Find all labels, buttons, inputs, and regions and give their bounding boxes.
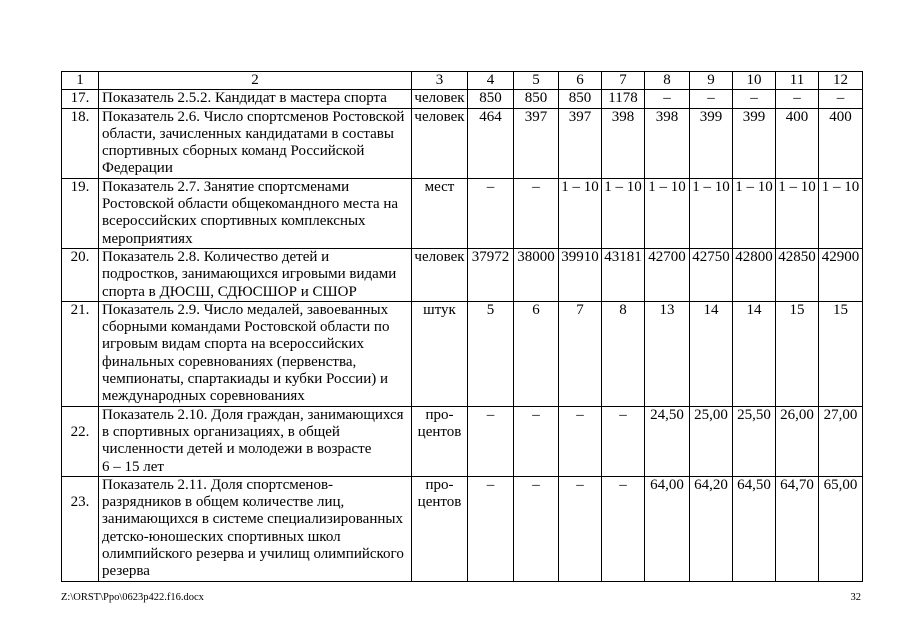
indicator-name: Показатель 2.10. Доля граждан, занимающихся в спортивных организациях, в общей численности детей и молодежи в возрасте 6 – 15 лет [99,406,412,476]
value-cell: – [776,90,819,108]
header-col-4: 4 [468,72,514,90]
unit-of-measure: человек [412,90,468,108]
value-cell: – [819,90,863,108]
header-col-8: 8 [645,72,690,90]
header-col-12: 12 [819,72,863,90]
value-cell: 14 [690,301,733,406]
header-col-10: 10 [733,72,776,90]
value-cell: – [602,476,645,581]
table-row [62,248,863,301]
header-col-6: 6 [559,72,602,90]
value-cell: 26,00 [776,406,819,476]
row-number: 19. [62,178,99,248]
table-row [62,90,863,108]
header-col-3: 3 [412,72,468,90]
value-cell: 8 [602,301,645,406]
value-cell: 42800 [733,248,776,301]
table-row [62,406,863,476]
value-cell: 850 [559,90,602,108]
indicators-table [61,71,863,582]
value-cell: 1 – 10 [776,178,819,248]
value-cell: 64,00 [645,476,690,581]
value-cell: – [645,90,690,108]
value-cell: 398 [602,108,645,178]
unit-of-measure: про- центов [412,476,468,581]
value-cell: 397 [559,108,602,178]
value-cell: 64,50 [733,476,776,581]
value-cell: 39910 [559,248,602,301]
row-number: 21. [62,301,99,406]
indicator-name: Показатель 2.9. Число медалей, завоеванных сборными командами Ростовской области по игровым видам спорта на всероссийских финальных соревнованиях (первенства, чемпионаты, спартакиады и кубки России) и международных соревнованиях [99,301,412,406]
indicator-name: Показатель 2.6. Число спортсменов Ростовской области, зачисленных кандидатами в составы спортивных сборных команд Российской Федерации [99,108,412,178]
value-cell: 7 [559,301,602,406]
value-cell: – [690,90,733,108]
value-cell: – [514,406,559,476]
indicator-name: Показатель 2.8. Количество детей и подростков, занимающихся игровыми видами спорта в ДЮСШ, СДЮСШОР и СШОР [99,248,412,301]
row-number: 23. [62,476,99,581]
unit-of-measure: человек [412,248,468,301]
value-cell: 5 [468,301,514,406]
header-col-5: 5 [514,72,559,90]
value-cell: – [733,90,776,108]
table-row [62,108,863,178]
row-number: 18. [62,108,99,178]
value-cell: – [514,178,559,248]
value-cell: – [468,178,514,248]
value-cell: 400 [819,108,863,178]
table-row [62,476,863,581]
indicator-name: Показатель 2.7. Занятие спортсменами Ростовской области общекомандного места на всероссийских спортивных комплексных мероприятиях [99,178,412,248]
value-cell: 24,50 [645,406,690,476]
value-cell: 42750 [690,248,733,301]
value-cell: – [514,476,559,581]
table-row [62,301,863,406]
value-cell: 42850 [776,248,819,301]
unit-of-measure: штук [412,301,468,406]
value-cell: – [468,476,514,581]
indicator-name: Показатель 2.11. Доля спортсменов- разрядников в общем количестве лиц, занимающихся в системе специализированных детско-юношеских спортивных школ олимпийского резерва и училищ олимпийского резерва [99,476,412,581]
value-cell: 398 [645,108,690,178]
value-cell: 42700 [645,248,690,301]
value-cell: 42900 [819,248,863,301]
footer-file-path: Z:\ORST\Ppo\0623p422.f16.docx [61,592,204,603]
value-cell: 1 – 10 [819,178,863,248]
value-cell: 64,20 [690,476,733,581]
header-col-2: 2 [99,72,412,90]
value-cell: 38000 [514,248,559,301]
value-cell: 1 – 10 [733,178,776,248]
value-cell: – [559,406,602,476]
header-col-9: 9 [690,72,733,90]
value-cell: 37972 [468,248,514,301]
value-cell: 15 [819,301,863,406]
value-cell: 1 – 10 [645,178,690,248]
table-row [62,178,863,248]
unit-of-measure: человек [412,108,468,178]
value-cell: 43181 [602,248,645,301]
footer-page-number: 32 [850,592,861,603]
value-cell: 397 [514,108,559,178]
header-col-11: 11 [776,72,819,90]
value-cell: 6 [514,301,559,406]
header-col-7: 7 [602,72,645,90]
value-cell: 13 [645,301,690,406]
value-cell: – [559,476,602,581]
value-cell: 1178 [602,90,645,108]
value-cell: 64,70 [776,476,819,581]
value-cell: 27,00 [819,406,863,476]
value-cell: – [468,406,514,476]
value-cell: 25,50 [733,406,776,476]
value-cell: 850 [468,90,514,108]
unit-of-measure: про- центов [412,406,468,476]
value-cell: 65,00 [819,476,863,581]
value-cell: 399 [690,108,733,178]
indicator-name: Показатель 2.5.2. Кандидат в мастера спорта [99,90,412,108]
row-number: 22. [62,406,99,476]
value-cell: 1 – 10 [690,178,733,248]
value-cell: 850 [514,90,559,108]
row-number: 17. [62,90,99,108]
value-cell: 399 [733,108,776,178]
value-cell: 25,00 [690,406,733,476]
unit-of-measure: мест [412,178,468,248]
value-cell: 1 – 10 [602,178,645,248]
value-cell: – [602,406,645,476]
value-cell: 15 [776,301,819,406]
value-cell: 400 [776,108,819,178]
row-number: 20. [62,248,99,301]
header-row [62,72,863,90]
value-cell: 1 – 10 [559,178,602,248]
value-cell: 14 [733,301,776,406]
header-col-1: 1 [62,72,99,90]
value-cell: 464 [468,108,514,178]
